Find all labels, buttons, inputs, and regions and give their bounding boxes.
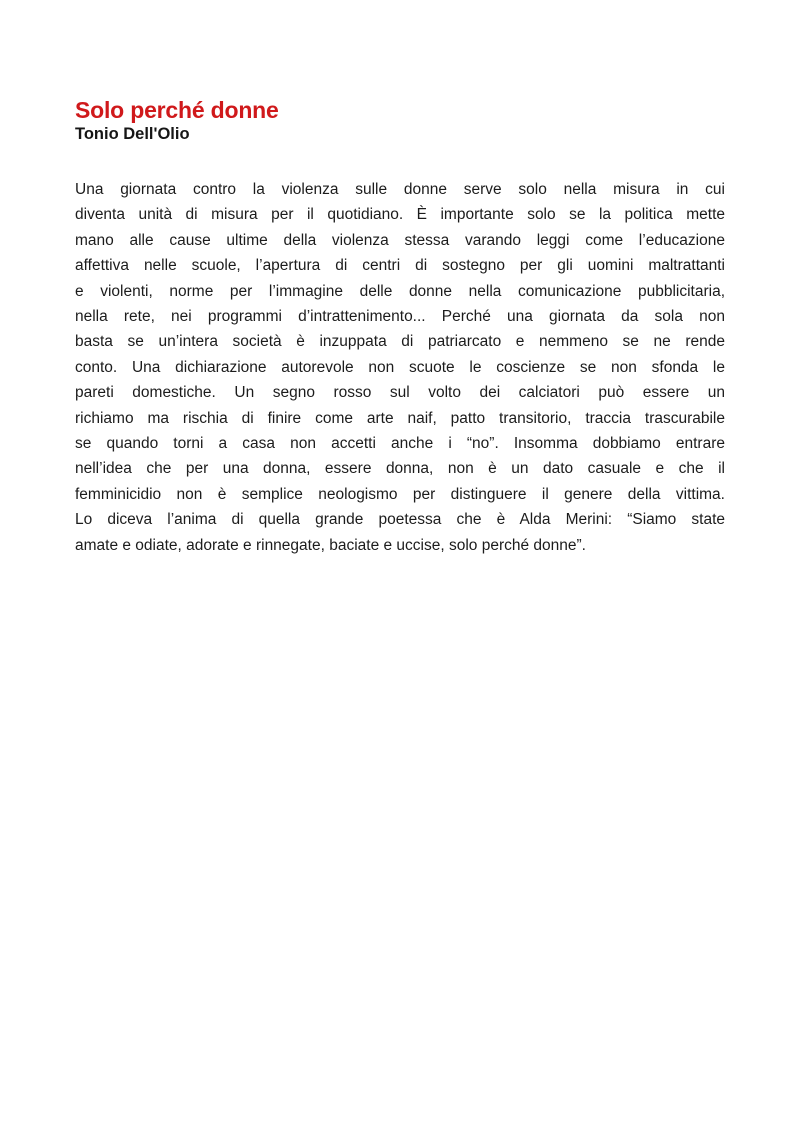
article-title: Solo perché donne: [75, 97, 279, 123]
article-body: [75, 177, 725, 558]
article-author: Tonio Dell'Olio: [75, 125, 190, 143]
paragraph-line: pareti domestiche. Un segno rosso sul volto dei calciatori può essere un: [75, 384, 725, 402]
paragraph-line: amate e odiate, adorate e rinnegate, baciate e uccise, solo perché donne”.: [75, 536, 586, 554]
paragraph-line: affettiva nelle scuole, l’apertura di centri di sostegno per gli uomini maltrattanti: [75, 257, 725, 275]
paragraph-line: nell’idea che per una donna, essere donna, non è un dato casuale e che il: [75, 460, 725, 478]
paragraph-line: richiamo ma rischia di finire come arte naif, patto transitorio, traccia trascurabile: [75, 409, 725, 427]
paragraph-line: se quando torni a casa non accetti anche i “no”. Insomma dobbiamo entrare: [75, 435, 725, 453]
paragraph-line: mano alle cause ultime della violenza stessa varando leggi come l’educazione: [75, 231, 725, 249]
paragraph-line: e violenti, norme per l’immagine delle donne nella comunicazione pubblicitaria,: [75, 282, 725, 300]
paragraph-line: Una giornata contro la violenza sulle donne serve solo nella misura in cui: [75, 181, 725, 198]
paragraph-line: conto. Una dichiarazione autorevole non scuote le coscienze se non sfonda le: [75, 358, 725, 376]
paragraph-line: Lo diceva l’anima di quella grande poetessa che è Alda Merini: “Siamo state: [75, 511, 725, 529]
paragraph-line: nella rete, nei programmi d’intrattenimento... Perché una giornata da sola non: [75, 308, 725, 326]
paragraph-line: diventa unità di misura per il quotidiano. È importante solo se la politica mette: [75, 206, 725, 224]
paragraph-line: femminicidio non è semplice neologismo per distinguere il genere della vittima.: [75, 485, 725, 503]
paragraph-line: basta se un’intera società è inzuppata di patriarcato e nemmeno se ne rende: [75, 333, 725, 351]
